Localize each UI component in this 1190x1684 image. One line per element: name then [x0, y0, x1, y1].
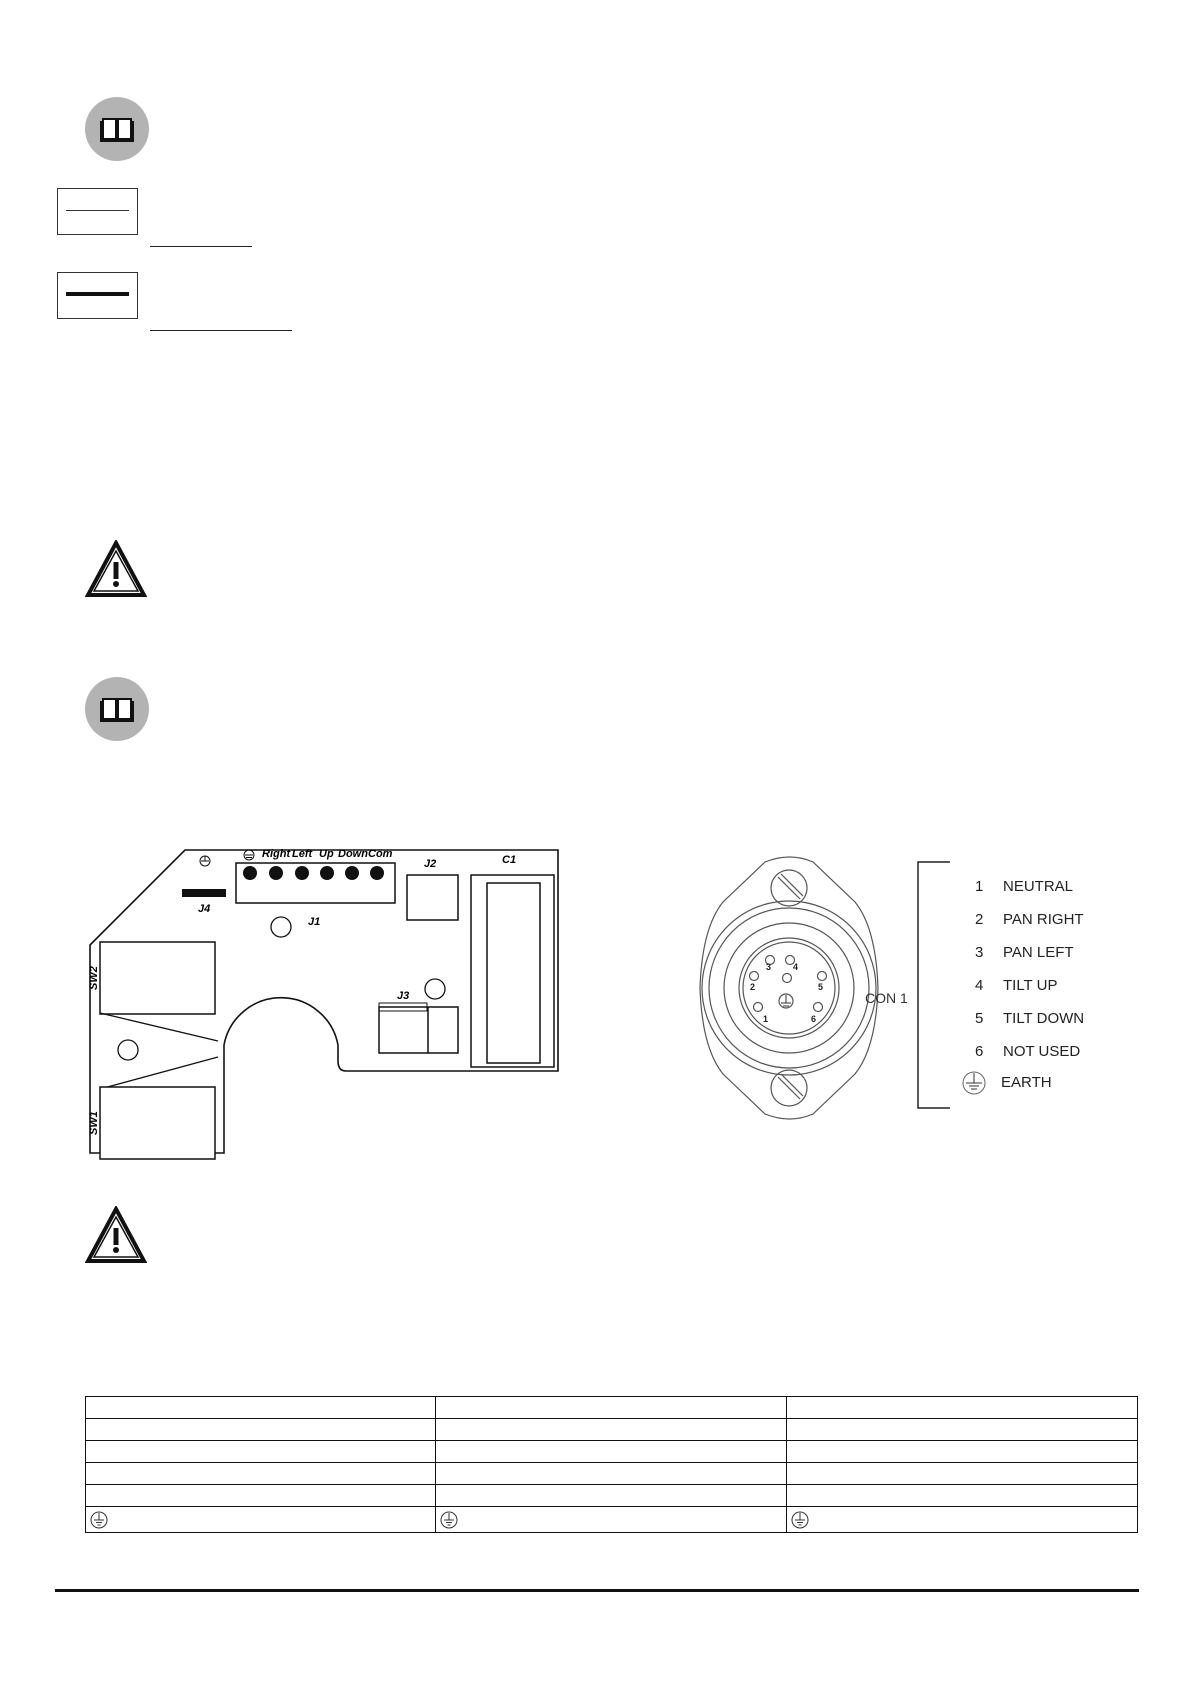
table-cell: [436, 1485, 787, 1507]
thin-line-symbol: [57, 188, 138, 235]
pin-row: [975, 1010, 1084, 1027]
pcb-diagram: [80, 845, 570, 1165]
table-cell: [436, 1419, 787, 1441]
terminal-label: Down: [338, 848, 368, 860]
pin-name: TILT UP: [1003, 977, 1058, 994]
table-cell: [86, 1463, 436, 1485]
j2-label: J2: [424, 858, 437, 870]
sw2-label: SW2: [88, 966, 100, 990]
table-cell: [787, 1419, 1138, 1441]
c1-label: C1: [502, 854, 517, 866]
pin-name: PAN RIGHT: [1003, 911, 1084, 928]
table-cell: [86, 1441, 436, 1463]
j1-label: J1: [308, 916, 321, 928]
pin-num: 2: [975, 911, 984, 928]
pin-name: PAN LEFT: [1003, 944, 1074, 961]
pin-number: 2: [750, 982, 756, 992]
pin-name: TILT DOWN: [1003, 1010, 1085, 1027]
earth-symbol-icon: [961, 1070, 987, 1096]
pin-row: [975, 911, 1084, 928]
pin-row: [975, 944, 1074, 961]
pin-number: 6: [811, 1014, 817, 1024]
thin-line-underline: [150, 246, 252, 247]
pin-num: 3: [975, 944, 984, 961]
pin-num: 1: [975, 878, 984, 895]
j3-label: J3: [397, 990, 410, 1002]
pin-row: [975, 977, 1057, 994]
warning-triangle-icon: [85, 540, 147, 598]
pin-num: 4: [975, 977, 984, 994]
pin-row: [975, 1043, 1080, 1060]
earth-symbol-icon: [90, 1511, 108, 1529]
footer-rule: [55, 1589, 1139, 1592]
connector-label: CON 1: [865, 990, 908, 1006]
pin-num: 6: [975, 1043, 984, 1060]
table-cell: [787, 1441, 1138, 1463]
pin-num: 5: [975, 1010, 984, 1027]
warning-triangle-icon: [85, 1206, 147, 1264]
pin-list-bracket: [912, 860, 952, 1110]
table-cell: [86, 1419, 436, 1441]
pin-number: 5: [818, 982, 824, 992]
book-icon: [85, 677, 149, 741]
pin-number: 3: [766, 962, 772, 972]
thick-line-symbol: [57, 272, 138, 319]
thick-line-underline: [150, 330, 292, 331]
pin-name: NEUTRAL: [1003, 878, 1074, 895]
earth-symbol-icon: [791, 1511, 809, 1529]
table-cell: [86, 1485, 436, 1507]
table-cell: [436, 1507, 787, 1533]
terminal-label: Com: [368, 848, 393, 860]
terminal-label: Right: [262, 848, 291, 860]
table-cell: [787, 1463, 1138, 1485]
pin-name: EARTH: [1001, 1073, 1052, 1091]
terminal-label: Left: [292, 848, 313, 860]
table-cell: [436, 1441, 787, 1463]
book-icon: [85, 97, 149, 161]
table-cell: [787, 1397, 1138, 1419]
table-row: [86, 1397, 1138, 1419]
table-row: [86, 1463, 1138, 1485]
pin-row: [975, 878, 1073, 895]
pin-row: [961, 1070, 1052, 1096]
table-cell: [787, 1485, 1138, 1507]
table-row: [86, 1419, 1138, 1441]
table-cell: [86, 1397, 436, 1419]
pin-number: 1: [763, 1014, 769, 1024]
table-row: [86, 1441, 1138, 1463]
table-cell: [86, 1507, 436, 1533]
table-row: [86, 1507, 1138, 1533]
sw1-label: SW1: [88, 1111, 100, 1135]
earth-pin-icon: [781, 995, 791, 1006]
j4-label: J4: [198, 903, 211, 915]
pin-number: 4: [793, 962, 799, 972]
table-cell: [436, 1397, 787, 1419]
terminal-label: Up: [319, 848, 334, 860]
earth-symbol-icon: [440, 1511, 458, 1529]
table-cell: [436, 1463, 787, 1485]
wiring-table: [85, 1396, 1138, 1533]
pin-name: NOT USED: [1003, 1043, 1081, 1060]
table-cell: [787, 1507, 1138, 1533]
table-row: [86, 1485, 1138, 1507]
